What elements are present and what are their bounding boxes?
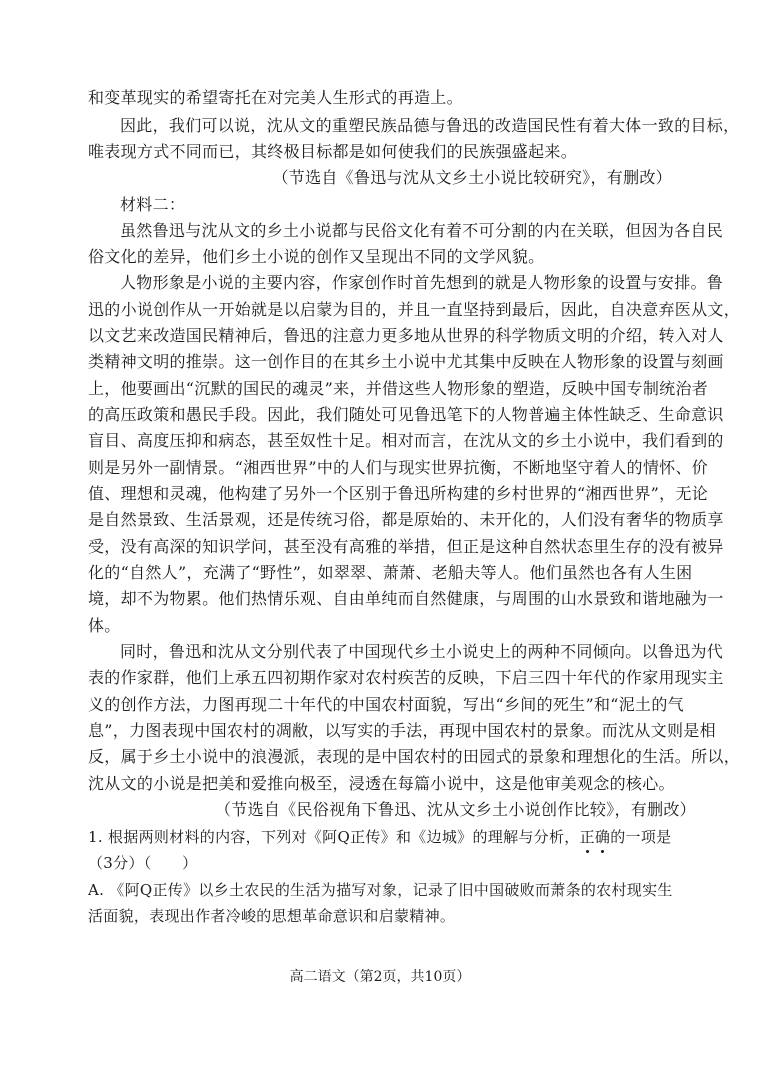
passage2-para2-line-4: 类精神文明的推崇。这一创作目的在其乡土小说中尤其集中反映在人物形象的设置与刻画	[88, 352, 724, 371]
passage2-para3-line-6: 沈从文的小说是把美和爱推向极至，浸透在每篇小说中，这是他审美观念的核心。	[88, 774, 675, 793]
passage2-para3-line-2: 表的作家群，他们上承五四初期作家对农村疾苦的反映，下启三四十年代的作家用现实主	[88, 668, 724, 687]
question1-stem-start: 1. 根据两则材料的内容，下列对《阿Q正传》和《边城》的理解与分析，	[88, 828, 580, 846]
passage2-para2-line-2: 迅的小说创作从一开始就是以启蒙为目的，并且一直坚持到最后，因此，自决意弃医从文，	[88, 300, 741, 319]
passage2-para3-line-5: 反，属于乡土小说中的浪漫派，表现的是中国农村的田园式的景象和理想化的生活。所以，	[88, 747, 741, 766]
question1-option-a-line-2: 活面貌，表现出作者冷峻的思想革命意识和启蒙精神。	[88, 907, 456, 925]
passage2-para3-line-3: 义的创作方法，力图再现二十年代的中国农村面貌，写出“乡间的死生”和“泥土的气	[88, 695, 684, 714]
passage2-para3-line-4: 息”，力图表现中国农村的凋敝，以写实的手法，再现中国农村的景象。而沈从文则是相	[88, 721, 716, 740]
passage2-para2-line-11: 受，没有高深的知识学问，甚至没有高雅的举措，但正是这种自然状态里生存的没有被异	[88, 537, 724, 556]
passage2-para1-line-2: 俗文化的差异，他们乡土小说的创作又呈现出不同的文学风貌。	[88, 247, 545, 266]
passage1-closing-line: 和变革现实的希望寄托在对完美人生形式的再造上。	[88, 88, 463, 107]
question1-score: （3分）（ ）	[88, 854, 198, 872]
emphasis-char-2: 确	[594, 828, 611, 846]
passage2-para2-line-1: 人物形象是小说的主要内容，作家创作时首先想到的就是人物形象的设置与安排。鲁	[120, 273, 724, 292]
passage2-para1-line-1: 虽然鲁迅与沈从文的乡土小说都与民俗文化有着不可分割的内在关联，但因为各自民	[120, 221, 724, 240]
passage1-conclusion-line-2: 唯表现方式不同而已，其终极目标都是如何使我们的民族强盛起来。	[88, 142, 578, 161]
passage2-para2-line-7: 盲目、高度压抑和病态，甚至奴性十足。相对而言，在沈从文的乡土小说中，我们看到的	[88, 431, 724, 450]
passage2-para2-line-8: 则是另外一副情景。“湘西世界”中的人们与现实世界抗衡，不断地坚守着人的情怀、价	[88, 458, 709, 477]
passage1-conclusion-line-1: 因此，我们可以说，沈从文的重塑民族品德与鲁迅的改造国民性有着大体一致的目标，	[120, 116, 740, 135]
passage1-source: （节选自《鲁迅与沈从文乡土小说比较研究》，有删改）	[272, 168, 672, 187]
page-footer: 高二语文（第2页，共10页）	[289, 969, 471, 985]
passage2-heading: 材料二：	[120, 195, 186, 214]
passage2-para2-line-9: 值、理想和灵魂，他构建了另外一个区别于鲁迅所构建的乡村世界的“湘西世界”，无论	[88, 484, 709, 503]
passage2-para2-line-13: 境，却不为物累。他们热情乐观、自由单纯而自然健康，与周围的山水景致和谐地融为一	[88, 589, 724, 608]
passage2-source: （节选自《民俗视角下鲁迅、沈从文乡土小说创作比较》，有删改）	[214, 800, 696, 819]
question1-stem-end: 的一项是	[610, 828, 672, 846]
passage2-para2-line-3: 以文艺来改造国民精神后，鲁迅的注意力更多地从世界的科学物质文明的介绍，转入对人	[88, 326, 724, 345]
passage2-para2-line-10: 是自然景致、生活景观，还是传统习俗，都是原始的、未开化的，人们没有奢华的物质享	[88, 510, 724, 529]
passage2-para2-line-14: 体。	[88, 616, 121, 635]
passage2-para2-line-12: 化的“自然人”，充满了“野性”，如翠翠、萧萧、老船夫等人。他们虽然也各有人生困	[88, 563, 693, 582]
emphasis-char-1: 正	[579, 828, 595, 846]
question1-stem	[88, 827, 688, 847]
question1-option-a-line-1: A. 《阿Q正传》以乡土农民的生活为描写对象，记录了旧中国破败而萧条的农村现实生	[88, 881, 673, 899]
passage2-para3-line-1: 同时，鲁迅和沈从文分别代表了中国现代乡土小说史上的两种不同倾向。以鲁迅为代	[120, 642, 724, 661]
passage2-para2-line-6: 的高压政策和愚民手段。因此，我们随处可见鲁迅笔下的人物普遍主体性缺乏、生命意识	[88, 405, 724, 424]
passage2-para2-line-5: 上，他要画出“沉默的国民的魂灵”来，并借这些人物形象的塑造，反映中国专制统治者	[88, 379, 709, 398]
